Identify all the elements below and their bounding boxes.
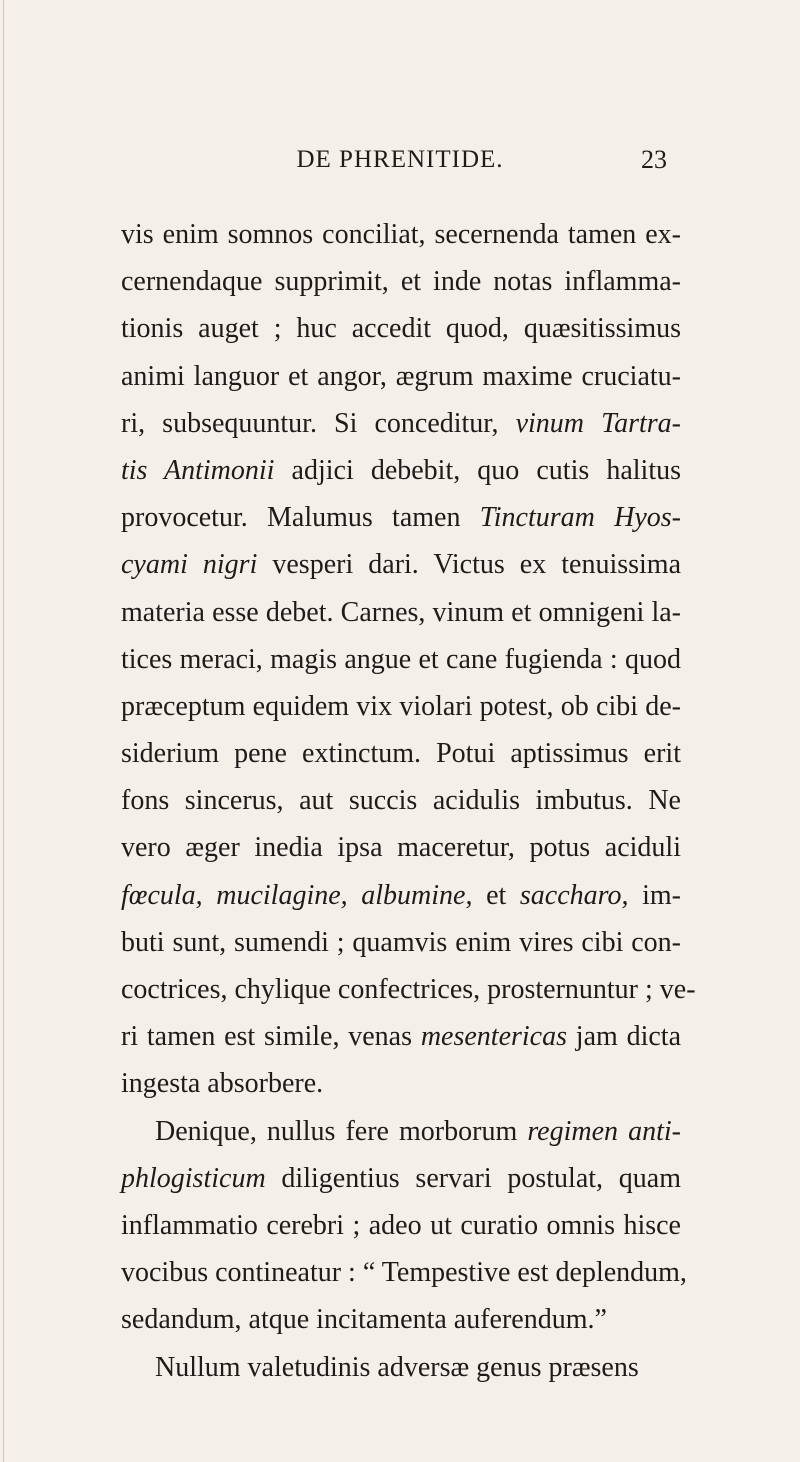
text-segment: materia esse debet. Carnes, vinum et omnigeni la- (121, 596, 681, 628)
text-segment: ri tamen est simile, venas (121, 1021, 421, 1053)
text-line (121, 447, 681, 494)
italic-text: saccharo, (519, 879, 629, 911)
text-line (121, 777, 681, 824)
italic-text: mesentericas (420, 1021, 567, 1053)
italic-text: Tincturam Hyos- (479, 502, 681, 534)
italic-text: cyami nigri (121, 549, 258, 581)
italic-text: fœcula, mucilagine, albumine, (121, 879, 473, 911)
text-segment: coctrices, chylique confectrices, prosternuntur ; ve- (121, 974, 696, 1005)
text-segment: tices meraci, magis angue et cane fugienda : quod (121, 643, 681, 675)
text-line (121, 966, 696, 1013)
text-line (121, 1060, 681, 1107)
text-segment: sedandum, atque incitamenta auferendum.” (121, 1304, 607, 1336)
text-line (121, 1344, 681, 1391)
text-line (121, 258, 681, 305)
text-line (121, 824, 681, 871)
text-segment: jam dicta (567, 1021, 681, 1053)
body-text (121, 211, 696, 1391)
text-line (121, 305, 681, 352)
text-segment: ri, subsequuntur. Si conceditur, (121, 407, 516, 439)
text-line (121, 541, 681, 588)
text-line (121, 211, 681, 258)
italic-text: regimen anti- (527, 1115, 681, 1147)
text-segment: im- (628, 879, 681, 911)
text-line (121, 636, 681, 683)
text-segment: provocetur. Malumus tamen (121, 502, 480, 534)
text-line (121, 400, 681, 447)
text-segment: buti sunt, sumendi ; quamvis enim vires cibi con- (121, 926, 681, 958)
italic-text: tis Antimonii (121, 454, 275, 486)
text-segment: vis enim somnos conciliat, secernenda tamen ex- (121, 219, 681, 250)
text-line (121, 1013, 681, 1060)
italic-text: phlogisticum (121, 1162, 266, 1194)
page-number: 23 (641, 145, 667, 174)
text-segment: animi languor et angor, ægrum maxime cruciatu- (121, 360, 681, 392)
text-line (121, 589, 681, 636)
text-line (121, 1202, 681, 1249)
text-segment: et (472, 879, 520, 911)
text-segment: tionis auget ; huc accedit quod, quæsitissimus (121, 313, 681, 345)
text-segment: adjici debebit, quo cutis halitus (274, 454, 681, 486)
text-line (121, 683, 681, 730)
page-header (0, 140, 800, 180)
text-segment: siderium pene extinctum. Potui aptissimus erit (121, 738, 681, 770)
text-line (121, 1296, 681, 1343)
text-line (121, 919, 681, 966)
text-segment: vocibus contineatur : “ Tempestive est deplendum, (121, 1257, 687, 1289)
text-line (121, 1108, 681, 1155)
text-segment: Denique, nullus fere morborum (155, 1115, 528, 1147)
text-segment: præceptum equidem vix violari potest, ob cibi de- (121, 690, 681, 722)
page-gutter-line (3, 0, 4, 1462)
text-line (121, 1155, 681, 1202)
running-title: DE PHRENITIDE. (296, 146, 504, 173)
text-segment: vesperi dari. Victus ex tenuissima (257, 549, 681, 581)
text-segment: fons sincerus, aut succis acidulis imbutus. Ne (121, 785, 681, 817)
text-segment: Nullum valetudinis adversæ genus præsens (155, 1351, 639, 1383)
italic-text: vinum Tartra- (515, 407, 681, 439)
text-line (121, 730, 681, 777)
text-line (121, 872, 681, 919)
text-segment: diligentius servari postulat, quam (265, 1162, 681, 1194)
text-line (121, 1249, 687, 1296)
text-segment: ingesta absorbere. (121, 1068, 324, 1100)
text-segment: vero æger inedia ipsa maceretur, potus aciduli (121, 832, 681, 864)
text-segment: inflammatio cerebri ; adeo ut curatio omnis hisce (121, 1209, 681, 1241)
text-line (121, 353, 681, 400)
text-line (121, 494, 681, 541)
text-segment: cernendaque supprimit, et inde notas inflamma- (121, 266, 681, 298)
